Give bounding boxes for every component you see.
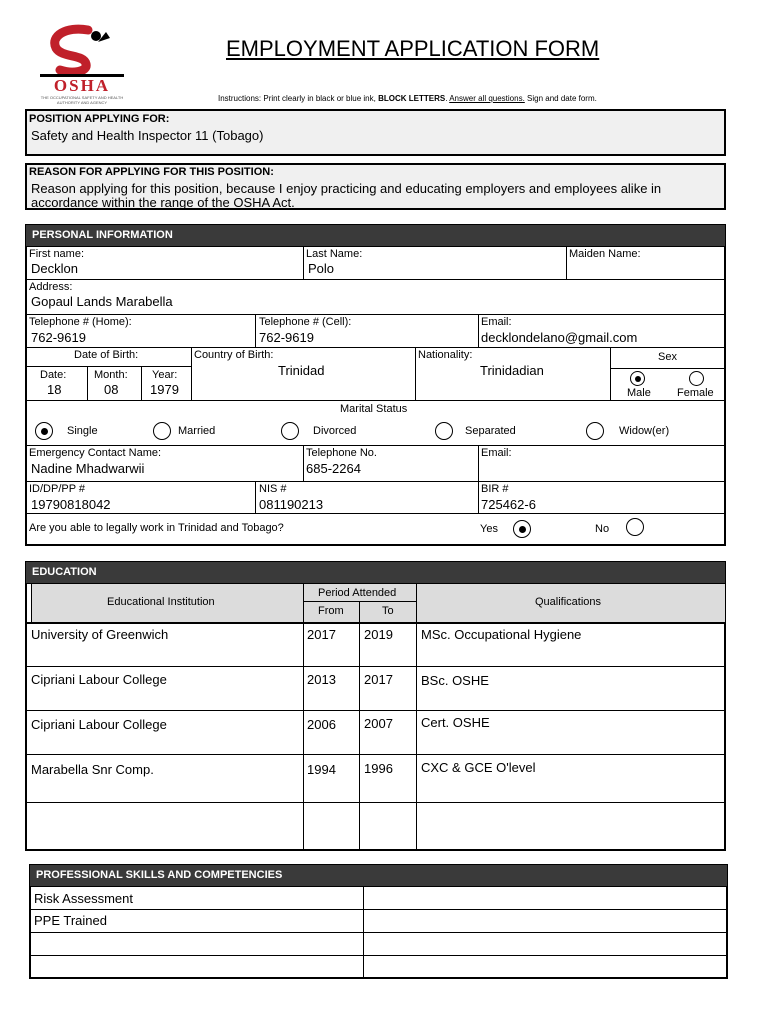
tel-home-label: Telephone # (Home): bbox=[29, 316, 132, 328]
email-label: Email: bbox=[481, 316, 512, 328]
legal-no-radio[interactable] bbox=[626, 518, 644, 536]
country-label: Country of Birth: bbox=[194, 349, 274, 361]
maiden-name-label: Maiden Name: bbox=[569, 248, 641, 260]
reason-label: REASON FOR APPLYING FOR THIS POSITION: bbox=[29, 166, 274, 178]
nationality-label: Nationality: bbox=[418, 349, 473, 361]
first-name-field[interactable]: Decklon bbox=[31, 261, 78, 276]
instructions: Instructions: Print clearly in black or blue ink, BLOCK LETTERS. Answer all questions. Sign and date form. bbox=[218, 94, 597, 103]
personal-info-section bbox=[25, 224, 726, 546]
edu-row-3-institution[interactable]: Cipriani Labour College bbox=[31, 717, 167, 732]
reason-value[interactable]: Reason applying for this position, because I enjoy practicing and educating employers and employees alike in accordance within the range of the OSHA Act. bbox=[31, 181, 662, 210]
edu-row-3-to[interactable]: 2007 bbox=[364, 716, 393, 731]
edu-row-3-from[interactable]: 2006 bbox=[307, 717, 336, 732]
edu-row-2-from[interactable]: 2013 bbox=[307, 672, 336, 687]
col-institution: Educational Institution bbox=[107, 596, 215, 608]
id-label: ID/DP/PP # bbox=[29, 483, 86, 495]
instructions-bold: BLOCK LETTERS bbox=[378, 94, 446, 103]
edu-row-2-institution[interactable]: Cipriani Labour College bbox=[31, 672, 167, 687]
tel-cell-label: Telephone # (Cell): bbox=[259, 316, 352, 328]
sex-male-radio[interactable] bbox=[630, 371, 645, 386]
edu-row-4-from[interactable]: 1994 bbox=[307, 762, 336, 777]
marital-widow-label: Widow(er) bbox=[619, 425, 670, 437]
dob-label: Date of Birth: bbox=[74, 349, 139, 361]
marital-divorced-label: Divorced bbox=[313, 425, 357, 437]
bir-field[interactable]: 725462-6 bbox=[481, 497, 536, 512]
emergency-telephone-label: Telephone No. bbox=[306, 447, 377, 459]
col-qualifications: Qualifications bbox=[535, 596, 602, 608]
edu-row-4-institution[interactable]: Marabella Snr Comp. bbox=[31, 762, 154, 777]
edu-row-4-to[interactable]: 1996 bbox=[364, 761, 393, 776]
skill-item-1[interactable]: Risk Assessment bbox=[34, 891, 133, 906]
skills-header: PROFESSIONAL SKILLS AND COMPETENCIES bbox=[29, 864, 728, 887]
date-label: Date: bbox=[40, 369, 67, 381]
legal-work-question: Are you able to legally work in Trinidad and Tobago? bbox=[29, 522, 284, 534]
emergency-email-label: Email: bbox=[481, 447, 512, 459]
emergency-telephone-field[interactable]: 685-2264 bbox=[306, 461, 361, 476]
col-from: From bbox=[318, 605, 344, 617]
marital-divorced-radio[interactable] bbox=[281, 422, 299, 440]
legal-no-label: No bbox=[595, 523, 610, 535]
sex-female-label: Female bbox=[677, 387, 714, 399]
year-field[interactable]: 1979 bbox=[150, 382, 179, 397]
nis-field[interactable]: 081190213 bbox=[259, 497, 324, 512]
id-field[interactable]: 19790818042 bbox=[31, 497, 111, 512]
tel-home-field[interactable]: 762-9619 bbox=[31, 330, 86, 345]
sex-female-radio[interactable] bbox=[689, 371, 704, 386]
first-name-label: First name: bbox=[29, 248, 85, 260]
col-period: Period Attended bbox=[318, 587, 397, 599]
tel-cell-field[interactable]: 762-9619 bbox=[259, 330, 314, 345]
date-field[interactable]: 18 bbox=[47, 382, 62, 397]
logo-text: OSHA bbox=[53, 76, 111, 95]
year-label: Year: bbox=[152, 369, 178, 381]
last-name-label: Last Name: bbox=[306, 248, 363, 260]
edu-row-2-qualification[interactable]: BSc. OSHE bbox=[421, 673, 489, 688]
bir-label: BIR # bbox=[481, 483, 509, 495]
edu-row-1-qualification[interactable]: MSc. Occupational Hygiene bbox=[421, 627, 582, 642]
email-field[interactable]: decklondelano@gmail.com bbox=[481, 330, 638, 345]
page-title: EMPLOYMENT APPLICATION FORM bbox=[226, 36, 600, 61]
nis-label: NIS # bbox=[259, 483, 287, 495]
col-to: To bbox=[382, 605, 394, 617]
emergency-contact-label: Emergency Contact Name: bbox=[29, 447, 162, 459]
sex-male-label: Male bbox=[627, 387, 651, 399]
skill-item-2[interactable]: PPE Trained bbox=[34, 913, 107, 928]
edu-row-3-qualification[interactable]: Cert. OSHE bbox=[421, 715, 490, 730]
personal-info-header: PERSONAL INFORMATION bbox=[25, 224, 726, 247]
instructions-underlined: Answer all questions. bbox=[449, 94, 525, 103]
month-field[interactable]: 08 bbox=[104, 382, 119, 397]
emergency-contact-field[interactable]: Nadine Mhadwarwii bbox=[31, 461, 145, 476]
marital-separated-radio[interactable] bbox=[435, 422, 453, 440]
sex-label: Sex bbox=[658, 351, 677, 363]
legal-yes-label: Yes bbox=[480, 523, 498, 535]
edu-row-1-to[interactable]: 2019 bbox=[364, 627, 393, 642]
logo-subtitle: THE OCCUPATIONAL SAFETY AND HEALTH AUTHORITY AND AGENCY bbox=[40, 95, 124, 105]
instructions-suffix: Sign and date form. bbox=[527, 94, 597, 103]
edu-row-4-qualification[interactable]: CXC & GCE O'level bbox=[421, 760, 536, 775]
marital-married-label: Married bbox=[178, 425, 216, 437]
legal-yes-radio[interactable] bbox=[513, 520, 531, 538]
reason-box bbox=[25, 163, 726, 210]
nationality-field[interactable]: Trinidadian bbox=[480, 363, 544, 378]
osha-logo bbox=[36, 24, 128, 106]
edu-row-1-from[interactable]: 2017 bbox=[307, 627, 336, 642]
marital-married-radio[interactable] bbox=[153, 422, 171, 440]
month-label: Month: bbox=[94, 369, 128, 381]
edu-row-1-institution[interactable]: University of Greenwich bbox=[31, 627, 169, 642]
position-label: POSITION APPLYING FOR: bbox=[29, 113, 170, 125]
address-field[interactable]: Gopaul Lands Marabella bbox=[31, 294, 173, 309]
marital-status-label: Marital Status bbox=[340, 403, 408, 415]
position-value[interactable]: Safety and Health Inspector 11 (Tobago) bbox=[31, 128, 264, 143]
instructions-prefix: Instructions: Print clearly in black or blue ink, bbox=[218, 94, 376, 103]
position-box bbox=[25, 109, 726, 156]
marital-widow-radio[interactable] bbox=[586, 422, 604, 440]
address-label: Address: bbox=[29, 281, 73, 293]
education-header: EDUCATION bbox=[25, 561, 726, 584]
edu-row-2-to[interactable]: 2017 bbox=[364, 672, 393, 687]
last-name-field[interactable]: Polo bbox=[308, 261, 335, 276]
marital-separated-label: Separated bbox=[465, 425, 516, 437]
marital-single-label: Single bbox=[67, 425, 98, 437]
country-field[interactable]: Trinidad bbox=[278, 363, 325, 378]
marital-single-radio[interactable] bbox=[35, 422, 53, 440]
